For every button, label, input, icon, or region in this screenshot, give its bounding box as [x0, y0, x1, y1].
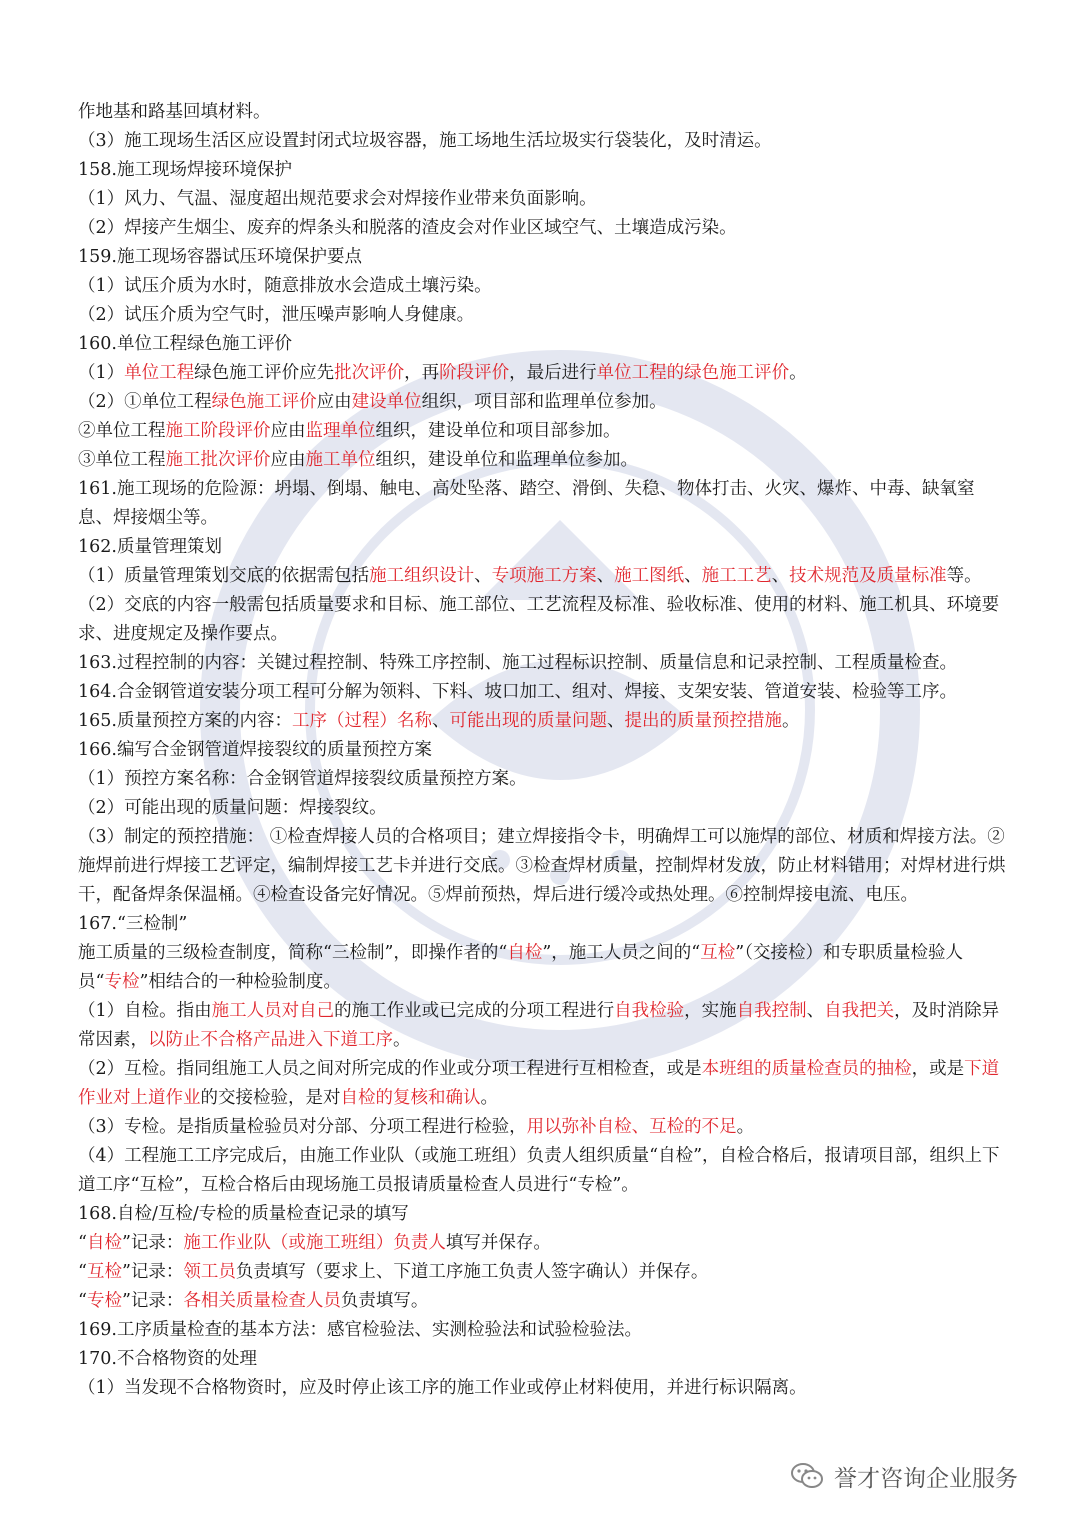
text-line: （3）施工现场生活区应设置封闭式垃圾容器，施工场地生活垃圾实行袋装化，及时清运。 [78, 131, 772, 151]
section-heading-169: 169.工序质量检查的基本方法：感官检验法、实测检验法和试验检验法。 [78, 1320, 642, 1340]
text-span: ，或是 [911, 1059, 965, 1079]
section-heading-166: 166.编写合金钢管道焊接裂纹的质量预控方案 [78, 740, 432, 760]
highlight-span: 以防止不合格产品进入下道工序 [148, 1030, 393, 1050]
text-span: ，再 [404, 363, 440, 383]
highlight-span: 各相关质量检查人员 [183, 1291, 341, 1311]
text-span: （1）自检。指由 [78, 1001, 212, 1021]
text-span: 负责填写（要求上、下道工序施工负责人签字确认）并保存。 [235, 1262, 709, 1282]
text-span: 165.质量预控方案的内容： [78, 711, 292, 731]
text-span: ”记录： [121, 1233, 184, 1253]
text-line [78, 446, 1006, 475]
text-span: 等。 [946, 566, 982, 586]
highlight-span: 领工员 [183, 1262, 236, 1282]
text-span: ”，施工人员之间的“ [542, 943, 701, 963]
text-span: ，最后进行 [509, 363, 597, 383]
highlight-span: 监理单位 [305, 421, 376, 441]
highlight-span: 自我控制 [736, 1001, 807, 1021]
text-span: 负责填写。 [340, 1291, 429, 1311]
text-paragraph: （2）交底的内容一般需包括质量要求和目标、施工部位、工艺流程及标准、验收标准、使用的材料、施工机具、环境要求、进度规定及操作要点。 [78, 595, 1000, 644]
section-heading-164: 164.合金钢管道安装分项工程可分解为领料、下料、坡口加工、组对、焊接、支架安装、管道安装、检验等工序。 [78, 682, 957, 702]
text-span: 组织，建设单位和监理单位参加。 [375, 450, 638, 470]
highlight-span: 建设单位 [351, 392, 422, 412]
text-line [78, 417, 1006, 446]
text-span: 、 [771, 566, 790, 586]
section-heading-165 [78, 707, 1006, 736]
text-span: “ [78, 1233, 87, 1253]
footer-brand [790, 1456, 1018, 1496]
highlight-span: 施工阶段评价 [165, 421, 271, 441]
highlight-span: 互检 [86, 1262, 122, 1282]
section-heading-163: 163.过程控制的内容：关键过程控制、特殊工序控制、施工过程标识控制、质量信息和记录控制、工程质量检查。 [78, 653, 957, 673]
highlight-span: 施工图纸 [614, 566, 685, 586]
text-span: （1） [78, 363, 125, 383]
highlight-span: 单位工程 [124, 363, 195, 383]
text-span: ②单位工程 [78, 421, 166, 441]
highlight-span: 单位工程的绿色施工评价 [596, 363, 790, 383]
highlight-span: 施工组织设计 [369, 566, 475, 586]
text-span: 。 [736, 1117, 755, 1137]
text-line [78, 359, 1006, 388]
text-span: ”记录： [121, 1291, 184, 1311]
text-span: 、 [596, 566, 615, 586]
highlight-span: 自我检验 [614, 1001, 685, 1021]
text-span: 应由 [316, 392, 352, 412]
highlight-span: 绿色施工评价 [211, 392, 317, 412]
text-span: “ [78, 1262, 87, 1282]
text-span: （1）质量管理策划交底的依据需包括 [78, 566, 370, 586]
text-span: ③单位工程 [78, 450, 166, 470]
highlight-span: 自我把关 [824, 1001, 895, 1021]
text-span: “ [78, 1291, 87, 1311]
text-span: ”记录： [121, 1262, 184, 1282]
text-paragraph [78, 997, 1006, 1055]
text-line [78, 1258, 1006, 1287]
wechat-icon [790, 1461, 824, 1491]
text-line: （1）当发现不合格物资时，应及时停止该工序的施工作业或停止材料使用，并进行标识隔离。 [78, 1378, 807, 1398]
text-span: 。 [781, 711, 800, 731]
text-span: 施工质量的三级检查制度，简称“三检制”，即操作者的“ [78, 943, 508, 963]
text-line: （2）试压介质为空气时，泄压噪声影响人身健康。 [78, 305, 475, 325]
footer-brand-text: 誉才咨询企业服务 [834, 1465, 1018, 1492]
text-line: 作地基和路基回填材料。 [78, 102, 271, 122]
highlight-span: 自检 [86, 1233, 122, 1253]
highlight-span: 施工单位 [305, 450, 376, 470]
highlight-span: 阶段评价 [439, 363, 510, 383]
section-heading-159: 159.施工现场容器试压环境保护要点 [78, 247, 362, 267]
text-span: ”（交接检）和专职质量检验人员“ [78, 943, 963, 992]
section-heading-170: 170.不合格物资的处理 [78, 1349, 257, 1369]
section-heading-160: 160.单位工程绿色施工评价 [78, 334, 292, 354]
text-span: 的交接检验，是对 [200, 1088, 341, 1108]
highlight-span: 施工工艺 [701, 566, 772, 586]
highlight-span: 专项施工方案 [491, 566, 597, 586]
text-span: ，及时消除异常因素， [78, 1001, 1000, 1050]
highlight-span: 提出的质量预控措施 [624, 711, 782, 731]
text-span: 的施工作业或已完成的分项工程进行 [334, 1001, 615, 1021]
highlight-span: 专检 [104, 972, 140, 992]
highlight-span: 专检 [86, 1291, 122, 1311]
text-span: 。 [789, 363, 807, 383]
highlight-span: 施工作业队（或施工班组）负责人 [183, 1233, 446, 1253]
section-heading-161: 161.施工现场的危险源：坍塌、倒塌、触电、高处坠落、踏空、滑倒、失稳、物体打击、火灾、爆炸、中毒、缺氧窒息、焊接烟尘等。 [78, 479, 975, 528]
text-paragraph [78, 1055, 1006, 1113]
highlight-span: 本班组的质量检查员的抽检 [701, 1059, 912, 1079]
section-heading-162: 162.质量管理策划 [78, 537, 222, 557]
text-span: （3）专检。是指质量检验员对分部、分项工程进行检验， [78, 1117, 527, 1137]
text-span: 应由 [270, 421, 306, 441]
text-line [78, 1287, 1006, 1316]
text-span: 、 [806, 1001, 825, 1021]
highlight-span: 下道作业对上道作业 [78, 1059, 1000, 1108]
text-span: ，实施 [684, 1001, 737, 1021]
section-heading-158: 158.施工现场焊接环境保护 [78, 160, 292, 180]
text-span: 。 [480, 1088, 498, 1108]
highlight-span: 施工批次评价 [165, 450, 271, 470]
highlight-span: 施工人员对自己 [211, 1001, 335, 1021]
text-paragraph [78, 562, 1006, 591]
text-paragraph [78, 939, 1006, 997]
text-span: 组织，建设单位和项目部参加。 [375, 421, 621, 441]
text-span: 组织，项目部和监理单位参加。 [421, 392, 667, 412]
text-paragraph: （3）制定的预控措施： ①检查焊接人员的合格项目；建立焊接指令卡，明确焊工可以施焊的部位、材质和焊接方法。②施焊前进行焊接工艺评定，编制焊接工艺卡并进行交底。③检查焊材质量，控制焊材发放，防止材料错用；对焊材进行烘干，配备焊条保温桶。④检查设备完好情况。⑤焊前预热，焊后进行缓冷或热处理。⑥控制焊接电流、电压。 [78, 827, 1006, 905]
highlight-span: 互检 [700, 943, 736, 963]
section-heading-168: 168.自检/互检/专检的质量检查记录的填写 [78, 1204, 409, 1224]
text-span: 填写并保存。 [445, 1233, 551, 1253]
text-span: 、 [474, 566, 492, 586]
text-span: （2）互检。指同组施工人员之间对所完成的作业或分项工程进行互相检查，或是 [78, 1059, 702, 1079]
text-line [78, 1113, 1006, 1142]
highlight-span: 工序（过程）名称 [291, 711, 432, 731]
highlight-span: 自检 [507, 943, 543, 963]
highlight-span: 批次评价 [334, 363, 405, 383]
text-line: （1）风力、气温、湿度超出规范要求会对焊接作业带来负面影响。 [78, 189, 597, 209]
document-body [78, 98, 1006, 1403]
text-line [78, 388, 1006, 417]
highlight-span: 自检的复核和确认 [340, 1088, 481, 1108]
text-span: 、 [431, 711, 450, 731]
highlight-span: 技术规范及质量标准 [789, 566, 947, 586]
text-paragraph: （4）工程施工工序完成后，由施工作业队（或施工班组）负责人组织质量“自检”，自检合格后，报请项目部，组织上下道工序“互检”，互检合格后由现场施工员报请质量检查人员进行“专检”。 [78, 1146, 1000, 1195]
text-span: ”相结合的一种检验制度。 [139, 972, 341, 992]
text-span: （2）①单位工程 [78, 392, 212, 412]
text-span: 、 [684, 566, 702, 586]
text-line: （1）预控方案名称：合金钢管道焊接裂纹质量预控方案。 [78, 769, 527, 789]
text-span: 、 [606, 711, 625, 731]
text-line: （1）试压介质为水时，随意排放水会造成土壤污染。 [78, 276, 492, 296]
text-span: 应由 [270, 450, 306, 470]
highlight-span: 可能出现的质量问题 [449, 711, 607, 731]
text-span: 。 [393, 1030, 411, 1050]
text-line [78, 1229, 1006, 1258]
text-line: （2）焊接产生烟尘、废弃的焊条头和脱落的渣皮会对作业区域空气、土壤造成污染。 [78, 218, 737, 238]
highlight-span: 用以弥补自检、互检的不足 [526, 1117, 737, 1137]
text-line: （2）可能出现的质量问题：焊接裂纹。 [78, 798, 387, 818]
section-heading-167: 167.“三检制” [78, 914, 188, 934]
text-span: 绿色施工评价应先 [194, 363, 335, 383]
